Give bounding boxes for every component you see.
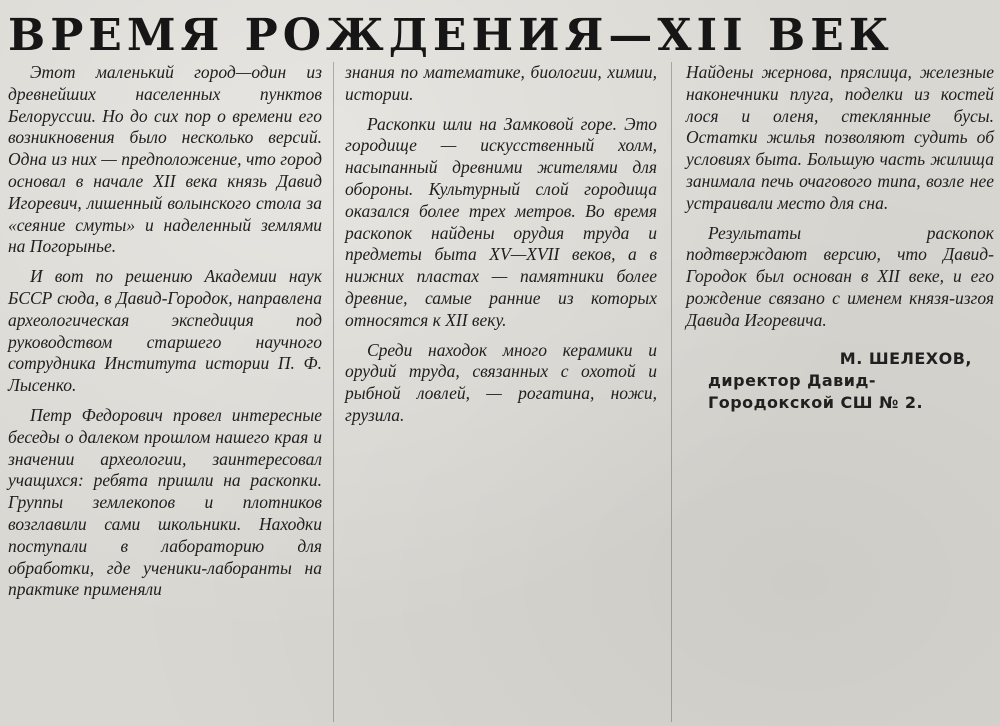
paragraph: Петр Федорович провел интересные беседы о далеком прошлом нашего края и значении археологии, заинтересовал учащихся: ребята пришли на раскопки. Группы землекопов и плотников возглавили сами школьники. Находки поступали в лабораторию для обработки, где ученики-лаборанты на практике применяли <box>8 404 322 600</box>
article-headline: ВРЕМЯ РОЖДЕНИЯ—XII ВЕК <box>8 10 894 61</box>
paragraph: Результаты раскопок подтверждают версию, что Давид-Городок был основан в XII веке, и его рождение связано с именем князя-изгоя Давида Игоревича. <box>686 222 994 330</box>
column-divider <box>333 62 334 722</box>
paragraph: Этот маленький город—один из древнейших населенных пунктов Белоруссии. Но до сих пор о времени его возникновения было несколько версий. Одна из них — предположение, что город основал в начале XII века князь Давид Игоревич, лишенный волынского стола за «сеяние смуты» и наделенный землями на Погорынье. <box>8 62 322 257</box>
paragraph: знания по математике, биологии, химии, истории. <box>345 62 657 104</box>
article-column-3 <box>686 62 994 414</box>
article-column-1 <box>8 62 322 601</box>
author-role: директор Давид-Городокской СШ № 2. <box>708 370 924 412</box>
paragraph: И вот по решению Академии наук БССР сюда, в Давид-Городок, направлена археологическая экспедиция под руководством старшего научного сотрудника Института истории П. Ф. Лысенко. <box>8 266 322 396</box>
article-column-2 <box>345 62 657 427</box>
paragraph: Среди находок много керамики и орудий труда, связанных с охотой и рыбной ловлей, — рогатина, ножи, грузила. <box>345 339 657 425</box>
paragraph: Раскопки шли на Замковой горе. Это городище — искусственный холм, насыпанный древними жителями для обороны. Культурный слой городища оказался более трех метров. Во время раскопок найдены орудия труда и предметы быта XV—XVII веков, а в нижних пластах — памятники более древние, самые ранние из которых относятся к XII веку. <box>345 113 657 330</box>
paragraph: Найдены жернова, пряслица, железные наконечники плуга, поделки из костей лося и оленя, стеклянные бусы. Остатки жилья позволяют судить об условиях быта. Большую часть жилища занимала печь очагового типа, возле нее устраивали место для сна. <box>686 62 994 213</box>
author-name: М. ШЕЛЕХОВ, <box>839 348 972 368</box>
author-signature <box>686 348 994 414</box>
column-divider <box>671 62 672 722</box>
